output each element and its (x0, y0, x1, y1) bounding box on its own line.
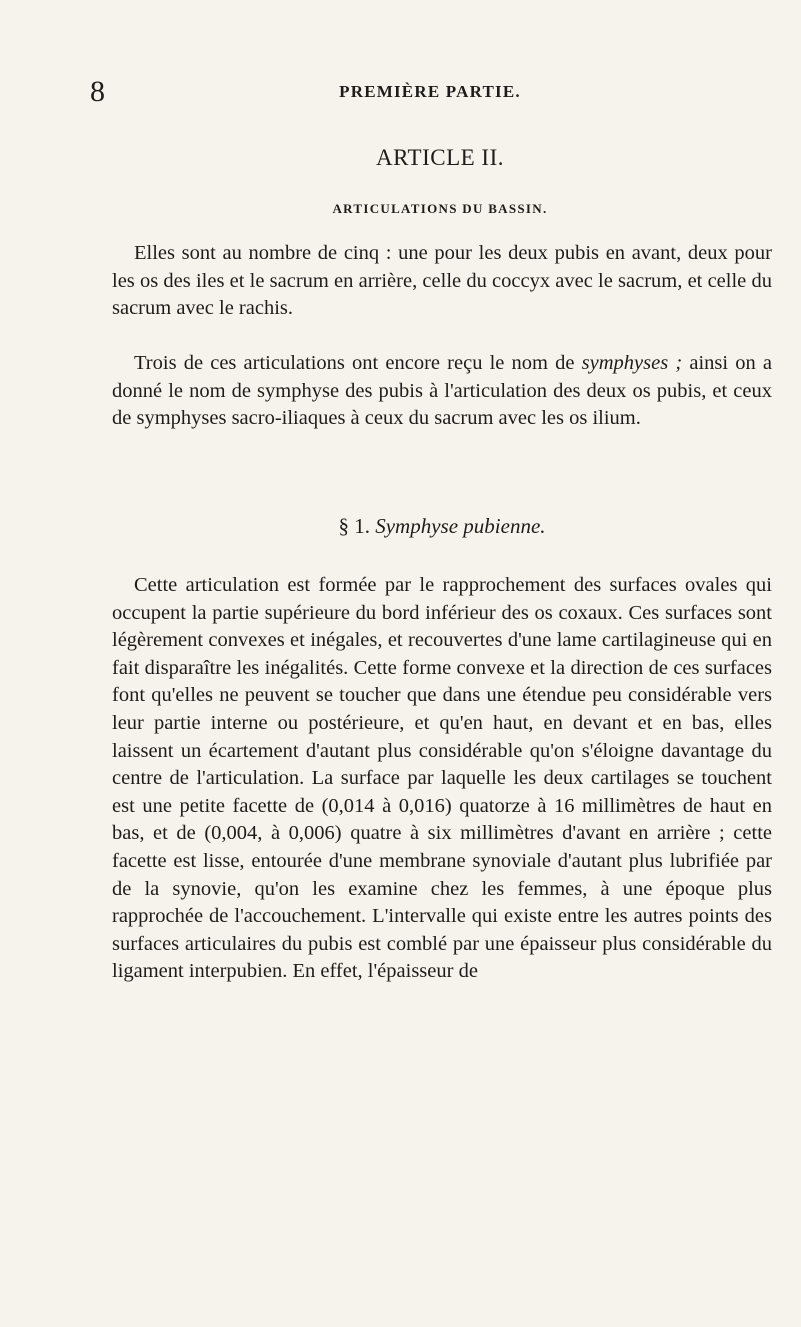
italic-term: symphyses ; (581, 352, 683, 374)
section-number: § 1. (338, 514, 370, 538)
paragraph-text-before: Trois de ces articulations ont encore reçu le nom de (134, 352, 582, 374)
paragraph-text: Cette articulation est formée par le rapprochement des surfaces ovales qui occupent la partie supérieure du bord inférieur des os coxaux. Ces surfaces sont légèrement convexes et inégales, et recouvertes d'une lame cartilagineuse qui en fait disparaître les inégalités. Cette forme convexe et la direction de ces surfaces font qu'elles ne peuvent se toucher que dans une étendue peu considérable vers leur partie interne ou postérieure, et qu'en haut, en devant et en bas, elles laissent un écartement d'autant plus considérable qu'on s'éloigne davantage du centre de l'articulation. La surface par laquelle les deux cartilages se touchent est une petite facette de (0,014 à 0,016) quatorze à 16 millimètres de haut en bas, et de (0,004, à 0,006) quatre à six millimètres d'avant en arrière ; cette facette est lisse, entourée d'une membrane synoviale d'autant plus lubrifiée par de la synovie, qu'on les examine chez les femmes, à une époque plus rapprochée de l'accouchement. L'intervalle qui existe entre les autres points des surfaces articulaires du pubis est comblé par une épaisseur plus considérable du ligament interpubien. En effet, l'épaisseur de (112, 574, 772, 983)
article-title: ARTICLE II. (375, 145, 505, 170)
paragraph-symphyses (112, 350, 772, 433)
paragraph-text-after: ainsi on a donné le nom de symphyse des pubis à l'articulation des deux os pubis, et ceux de symphyses sacro-iliaques à ceux du sacrum avec les os ilium. (112, 352, 772, 430)
section-heading (112, 512, 772, 540)
running-head (90, 74, 770, 110)
article-subtitle: ARTICULATIONS DU BASSIN. (332, 201, 548, 216)
paragraph-text (112, 350, 772, 433)
section-title: Symphyse pubienne. (375, 514, 546, 538)
paragraph-text: Elles sont au nombre de cinq : une pour les deux pubis en avant, deux pour les os des iles et le sacrum en arrière, celle du coccyx avec le sacrum, et celle du sacrum avec le rachis. (112, 242, 772, 320)
page-number: 8 (90, 75, 105, 108)
paragraph-intro (112, 240, 772, 323)
paragraph-symphyse-pubienne (112, 572, 772, 986)
running-title: PREMIÈRE PARTIE. (339, 82, 521, 101)
